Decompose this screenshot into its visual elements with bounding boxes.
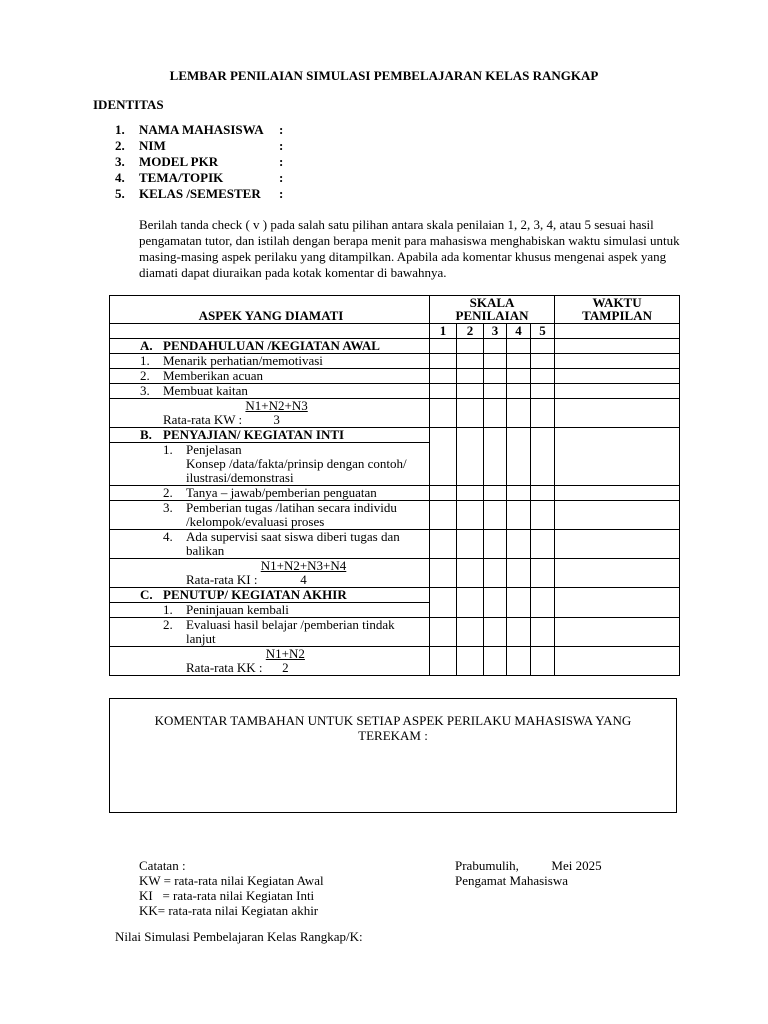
identity-row-model: [115, 154, 283, 170]
score-cell[interactable]: [531, 501, 555, 530]
blank-cell: [555, 324, 680, 339]
score-cell[interactable]: [430, 647, 457, 676]
score-cell[interactable]: [507, 384, 531, 399]
average-label: Rata-rata KK :: [186, 660, 266, 675]
time-header: [555, 296, 680, 324]
place-date: Prabumulih, Mei 2025: [455, 858, 602, 873]
score-cell[interactable]: [531, 647, 555, 676]
scale-4-header: 4: [507, 324, 531, 339]
note-kw: KW = rata-rata nilai Kegiatan Awal: [139, 873, 324, 888]
aspect-item: [110, 384, 430, 399]
identity-row-name: [115, 122, 283, 138]
score-cell[interactable]: [507, 369, 531, 384]
score-cell[interactable]: [430, 354, 457, 369]
aspect-item: [110, 501, 430, 530]
notes-heading: Catatan :: [139, 858, 186, 873]
score-cell[interactable]: [484, 428, 507, 486]
score-cell[interactable]: [484, 384, 507, 399]
aspect-header: ASPEK YANG DIAMATI: [110, 296, 430, 324]
average-fraction: [266, 647, 305, 675]
identity-label: NIM: [139, 138, 166, 153]
identity-colon: :: [279, 122, 284, 137]
score-cell[interactable]: [507, 486, 531, 501]
identity-colon: :: [279, 170, 284, 185]
time-header-line1: WAKTU: [592, 295, 642, 310]
section-label: PENDAHULUAN /KEGIATAN AWAL: [163, 338, 380, 353]
average-fraction: [261, 559, 347, 587]
identity-number: 5.: [115, 186, 125, 201]
time-cell[interactable]: [555, 428, 680, 486]
score-cell[interactable]: [430, 501, 457, 530]
score-cell[interactable]: [484, 618, 507, 647]
time-cell[interactable]: [555, 618, 680, 647]
time-cell[interactable]: [555, 369, 680, 384]
score-cell[interactable]: [531, 559, 555, 588]
aspect-item: [110, 603, 430, 618]
item-number: 4.: [163, 529, 173, 544]
comment-title: [110, 713, 676, 743]
average-ki-row: [110, 559, 430, 588]
score-cell[interactable]: [484, 647, 507, 676]
identity-number: 3.: [115, 154, 125, 169]
score-cell[interactable]: [430, 588, 457, 618]
score-cell[interactable]: [484, 530, 507, 559]
score-cell[interactable]: [457, 428, 484, 486]
score-cell[interactable]: [531, 384, 555, 399]
identity-row-class: [115, 186, 283, 202]
average-numerator: N1+N2+N3+N4: [260, 558, 347, 573]
score-cell[interactable]: [430, 559, 457, 588]
score-cell[interactable]: [531, 428, 555, 486]
section-b-title: [110, 428, 430, 443]
score-cell[interactable]: [507, 399, 531, 428]
time-cell[interactable]: [555, 384, 680, 399]
section-letter: C.: [140, 587, 153, 602]
score-cell[interactable]: [457, 369, 484, 384]
score-cell[interactable]: [457, 559, 484, 588]
score-cell[interactable]: [457, 339, 484, 354]
identity-list: [115, 122, 283, 202]
score-cell[interactable]: [457, 399, 484, 428]
item-text: Evaluasi hasil belajar /pemberian tindak: [186, 617, 395, 632]
item-text: Menarik perhatian/memotivasi: [163, 353, 323, 368]
identity-label: TEMA/TOPIK: [139, 170, 224, 185]
score-cell[interactable]: [484, 486, 507, 501]
final-score-label: Nilai Simulasi Pembelajaran Kelas Rangkap/K:: [115, 929, 363, 944]
scale-2-header: 2: [457, 324, 484, 339]
average-denominator: 3: [273, 412, 280, 427]
item-subtext: lanjut: [186, 631, 216, 646]
score-cell[interactable]: [457, 530, 484, 559]
item-text: Tanya – jawab/pemberian penguatan: [186, 485, 377, 500]
identity-number: 4.: [115, 170, 125, 185]
score-cell[interactable]: [430, 399, 457, 428]
average-fraction: [245, 399, 307, 427]
comment-title-line2: TEREKAM :: [358, 728, 428, 743]
time-cell[interactable]: [555, 588, 680, 618]
signer-role: Pengamat Mahasiswa: [455, 873, 569, 888]
score-cell[interactable]: [531, 588, 555, 618]
average-label: Rata-rata KI :: [186, 572, 261, 587]
score-cell[interactable]: [507, 501, 531, 530]
time-cell[interactable]: [555, 559, 680, 588]
item-text: Penjelasan: [186, 442, 242, 457]
item-text: Ada supervisi saat siswa diberi tugas dan: [186, 529, 400, 544]
score-cell[interactable]: [430, 384, 457, 399]
section-c-title: [110, 588, 430, 603]
item-text: Membuat kaitan: [163, 383, 248, 398]
identity-number: 1.: [115, 122, 125, 137]
instructions-paragraph: Berilah tanda check ( v ) pada salah satu pilihan antara skala penilaian 1, 2, 3, 4, atau 5 sesuai hasil pengamatan tutor, dan istilah dengan berapa menit para mahasiswa menghabiskan waktu simulasi untuk masing-masing aspek perilaku yang ditampilkan. Apabila ada komentar khusus mengenai aspek yang diamati dapat diuraikan pada kotak komentar di bawahnya.: [139, 217, 680, 280]
item-subtext: ilustrasi/demonstrasi: [186, 470, 294, 485]
scale-header-line2: PENILAIAN: [455, 308, 529, 323]
item-subtext: balikan: [186, 543, 225, 558]
scale-header-line1: SKALA: [469, 295, 515, 310]
time-cell[interactable]: [555, 399, 680, 428]
score-cell[interactable]: [484, 399, 507, 428]
average-kk-row: [110, 647, 430, 676]
score-cell[interactable]: [507, 618, 531, 647]
item-number: 3.: [163, 500, 173, 515]
score-cell[interactable]: [457, 486, 484, 501]
item-text: Memberikan acuan: [163, 368, 263, 383]
score-cell[interactable]: [430, 530, 457, 559]
time-cell[interactable]: [555, 647, 680, 676]
comment-title-line1: KOMENTAR TAMBAHAN UNTUK SETIAP ASPEK PERILAKU MAHASISWA YANG: [154, 713, 632, 728]
aspect-item: [110, 369, 430, 384]
score-cell[interactable]: [430, 618, 457, 647]
average-numerator: N1+N2+N3: [245, 398, 308, 413]
score-cell[interactable]: [531, 354, 555, 369]
item-number: 1.: [163, 602, 173, 617]
identity-label: NAMA MAHASISWA: [139, 122, 264, 137]
identity-label: MODEL PKR: [139, 154, 219, 169]
item-number: 2.: [140, 368, 150, 383]
score-cell[interactable]: [484, 339, 507, 354]
item-subtext: /kelompok/evaluasi proses: [186, 514, 325, 529]
score-cell[interactable]: [457, 354, 484, 369]
section-letter: B.: [140, 427, 152, 442]
score-cell[interactable]: [457, 588, 484, 618]
score-cell[interactable]: [507, 530, 531, 559]
time-cell[interactable]: [555, 486, 680, 501]
identity-label: KELAS /SEMESTER: [139, 186, 261, 201]
item-number: 3.: [140, 383, 150, 398]
time-cell[interactable]: [555, 530, 680, 559]
score-cell[interactable]: [507, 354, 531, 369]
score-cell[interactable]: [430, 486, 457, 501]
score-cell[interactable]: [430, 369, 457, 384]
identity-colon: :: [279, 186, 284, 201]
blank-cell: [110, 324, 430, 339]
score-cell[interactable]: [531, 369, 555, 384]
aspect-item: [110, 618, 430, 647]
assessment-table: [109, 295, 680, 676]
score-cell[interactable]: [531, 486, 555, 501]
score-cell[interactable]: [531, 530, 555, 559]
note-ki: KI = rata-rata nilai Kegiatan Inti: [139, 888, 315, 903]
score-cell[interactable]: [484, 369, 507, 384]
section-a-title: [110, 339, 430, 354]
score-cell[interactable]: [531, 399, 555, 428]
score-cell[interactable]: [457, 384, 484, 399]
item-number: 1.: [163, 442, 173, 457]
scale-header: [430, 296, 555, 324]
item-text: Peninjauan kembali: [186, 602, 289, 617]
note-kk: KK= rata-rata nilai Kegiatan akhir: [139, 903, 319, 918]
identity-number: 2.: [115, 138, 125, 153]
score-cell[interactable]: [430, 339, 457, 354]
scale-1-header: 1: [430, 324, 457, 339]
item-number: 1.: [140, 353, 150, 368]
score-cell[interactable]: [507, 559, 531, 588]
section-letter: A.: [140, 338, 153, 353]
score-cell[interactable]: [531, 618, 555, 647]
time-cell[interactable]: [555, 501, 680, 530]
average-denominator: 4: [300, 572, 307, 587]
score-cell[interactable]: [484, 559, 507, 588]
notes-block: [139, 858, 324, 918]
identity-colon: :: [279, 138, 284, 153]
signature-block: [455, 858, 602, 888]
score-cell[interactable]: [484, 501, 507, 530]
scale-5-header: 5: [531, 324, 555, 339]
score-cell[interactable]: [457, 647, 484, 676]
score-cell[interactable]: [507, 428, 531, 486]
identity-row-topic: [115, 170, 283, 186]
aspect-item: [110, 354, 430, 369]
comment-box[interactable]: [109, 698, 677, 813]
average-kw-row: [110, 399, 430, 428]
time-cell[interactable]: [555, 354, 680, 369]
document-title: LEMBAR PENILAIAN SIMULASI PEMBELAJARAN KELAS RANGKAP: [169, 68, 599, 83]
score-cell[interactable]: [484, 354, 507, 369]
identitas-heading: IDENTITAS: [93, 97, 164, 112]
identity-row-nim: [115, 138, 283, 154]
item-number: 2.: [163, 617, 173, 632]
scale-3-header: 3: [484, 324, 507, 339]
identity-colon: :: [279, 154, 284, 169]
score-cell[interactable]: [430, 428, 457, 486]
score-cell[interactable]: [531, 339, 555, 354]
item-number: 2.: [163, 485, 173, 500]
time-header-line2: TAMPILAN: [582, 308, 652, 323]
score-cell[interactable]: [457, 618, 484, 647]
score-cell[interactable]: [507, 647, 531, 676]
aspect-item: [110, 530, 430, 559]
section-label: PENYAJIAN/ KEGIATAN INTI: [163, 427, 345, 442]
time-cell[interactable]: [555, 339, 680, 354]
item-subtext: Konsep /data/fakta/prinsip dengan contoh/: [186, 456, 407, 471]
average-numerator: N1+N2: [265, 646, 305, 661]
item-text: Pemberian tugas /latihan secara individu: [186, 500, 397, 515]
average-denominator: 2: [282, 660, 289, 675]
section-label: PENUTUP/ KEGIATAN AKHIR: [163, 587, 347, 602]
average-label: Rata-rata KW :: [163, 412, 246, 427]
score-cell[interactable]: [507, 588, 531, 618]
aspect-item: [110, 443, 430, 486]
score-cell[interactable]: [507, 339, 531, 354]
score-cell[interactable]: [457, 501, 484, 530]
aspect-item: [110, 486, 430, 501]
score-cell[interactable]: [484, 588, 507, 618]
